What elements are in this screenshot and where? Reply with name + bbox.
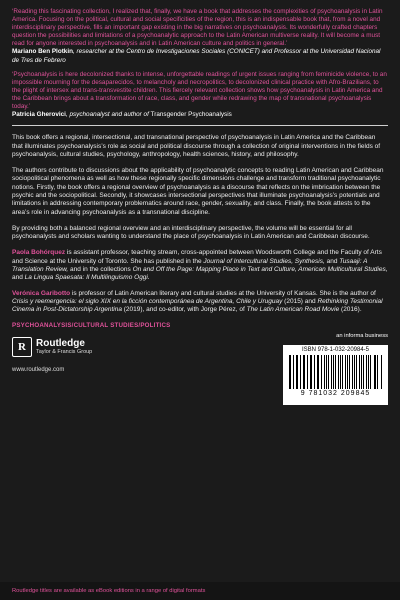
bio-title: Rethinking Testimonial Cinema in Post-Dictatorship Argentina bbox=[12, 297, 383, 314]
editor-bio-1 bbox=[12, 249, 388, 282]
endorsement-attribution-2 bbox=[12, 111, 388, 119]
barcode-digits: 9 781032 209845 bbox=[300, 389, 371, 397]
ebook-note: Routledge titles are available as eBook editions in a range of digital formats bbox=[0, 582, 400, 600]
informa-label: an informa business bbox=[336, 332, 388, 339]
endorsement-quote-1: ‘Reading this fascinating collection, I realized that, finally, we have a book that addresses the complexities of psychoanalysis in Latin America. Focusing on the political, cultural and social specificities of the region, this is an indispensable book that, from a novel and interdisciplinary perspective, fills an important gap existing in the big narratives on psychoanalysis. Its wonderfully crafted chapters question the possibilities and limitations of a psychoanalytic approach to the Latin American multiverse reality. It will become a must read for anyone interested in psychoanalysis and in Latin American culture and politics in general.’ bbox=[12, 8, 383, 48]
bio-title: La Lingua Spaesata: Il Multilinguismo Oggi. bbox=[24, 274, 150, 282]
endorsement-attribution-1 bbox=[12, 48, 388, 64]
description-paragraph-2: The authors contribute to discussions about the applicability of psychoanalytic concepts to reading Latin American and Caribbean sociopolitical phenomena as well as how these regionally specific dimensions challenge and transform traditional psychoanalytic notions. Firstly, the book offers a regional overview of psychoanalysis as a discourse that reflects on the imbrication between the psychic and the sociopolitical. Secondly, it showcases intersectional perspectives that illuminate psychoanalysis’s potentials and limitations in addressing contemporary problematics around race, gender, sexuality, and class. Finally, the book attests to the area’s role in advancing psychoanalysis as a transnational discipline. bbox=[12, 167, 384, 216]
bio-text: is professor of Latin American literary and cultural studies at the University of Kansas. She is the author of bbox=[70, 289, 376, 297]
editor-name-1: Paola Bohórquez bbox=[12, 249, 66, 257]
barcode-stripe bbox=[338, 355, 339, 389]
barcode-stripe bbox=[311, 355, 312, 389]
routledge-logo-icon: R bbox=[12, 337, 32, 357]
divider bbox=[12, 125, 388, 126]
endorser-affiliation-1: , researcher at the Centro de Investigaciones Sociales (CONICET) and Professor at the Universidad Nacional de Tres de Febrero bbox=[12, 48, 381, 64]
barcode-stripe bbox=[297, 355, 298, 389]
editor-bio-2 bbox=[12, 290, 388, 315]
description-paragraph-3: By providing both a balanced regional overview and an interdisciplinary perspective, the volume will be essential for all psychoanalysts and scholars wanting to understand the place of psychoanalysis in Latin American and Caribbean discourse. bbox=[12, 224, 370, 241]
isbn-barcode bbox=[283, 345, 388, 405]
barcode-bars bbox=[289, 355, 382, 389]
publisher-url: www.routledge.com bbox=[12, 366, 65, 373]
bio-text: and bbox=[12, 274, 25, 282]
bio-text: (2015) and bbox=[282, 297, 318, 305]
endorser-name-1: Mariano Ben Plotkin bbox=[12, 48, 73, 56]
publisher-footer bbox=[12, 333, 388, 413]
bio-title: Crisis y reemergencia: el siglo XIX en la ficción contemporánea de Argentina, Chile y Uruguay bbox=[12, 297, 283, 305]
bio-text: and in the collections bbox=[68, 266, 133, 274]
bio-text: is assistant professor, teaching stream, cross-appointed between Woodsworth College and the Faculty of Arts and Science at the University of Toronto. She has published in the bbox=[12, 249, 382, 265]
barcode-stripe bbox=[324, 355, 325, 389]
barcode-stripe bbox=[370, 355, 371, 389]
publisher-group: Taylor & Francis Group bbox=[36, 349, 93, 356]
bio-text: (2016). bbox=[339, 306, 362, 314]
bio-title: The Latin American Road Movie bbox=[246, 306, 340, 314]
bio-text: and bbox=[324, 257, 340, 265]
endorser-book-2: Transgender Psychoanalysis bbox=[150, 111, 232, 119]
bio-title: On and Off the Page: Mapping Place in Text and Culture, American Multicultural Studies, bbox=[132, 266, 388, 274]
publisher-name: Routledge bbox=[36, 338, 85, 350]
bio-text: (2019), and co-editor, with Jorge Pérez, of bbox=[121, 306, 247, 314]
isbn-number: ISBN 978-1-032-20984-5 bbox=[301, 346, 370, 353]
endorser-name-2: Patricia Gherovici bbox=[12, 111, 66, 119]
barcode-stripe bbox=[354, 355, 355, 389]
description-paragraph-1: This book offers a regional, intersectional, and transnational perspective of psychoanalysis in Latin America and the Caribbean that illuminates psychoanalysis’s role as social and political discourse through a collection of original interventions in the fields of psychoanalysis, cultural studies, psychology, anthropology, health sciences, history, and philosophy. bbox=[12, 134, 381, 158]
publisher-logo bbox=[12, 337, 92, 357]
subject-category: PSYCHOANALYSIS/CULTURAL STUDIES/POLITICS bbox=[12, 321, 171, 329]
editor-name-2: Verónica Garibotto bbox=[12, 289, 71, 297]
endorser-affiliation-2: , psychoanalyst and author of bbox=[65, 111, 151, 119]
bio-title: Journal of Intercultural Studies, Synthesis, bbox=[203, 257, 325, 265]
bio-title: Tusaaji: A Translation Review, bbox=[12, 257, 368, 274]
back-cover-content bbox=[12, 8, 388, 413]
endorsement-quote-2: ‘Psychoanalysis is here decolonized thanks to intense, unforgettable readings of urgent issues ranging from feminicide violence, to an impossible mourning for the desaparecidos, to melancholy and necropolitics, to decolonized clinical practice with Afro-Brazilians, to the plight of intersex and trans-transvestite children. This fiercely relevant collection shows how psychoanalysis in Latin America and the Caribbean brings about a transformation of race, class, and gender while redrawing the map of transnational psychoanalysis today.’ bbox=[12, 70, 387, 111]
